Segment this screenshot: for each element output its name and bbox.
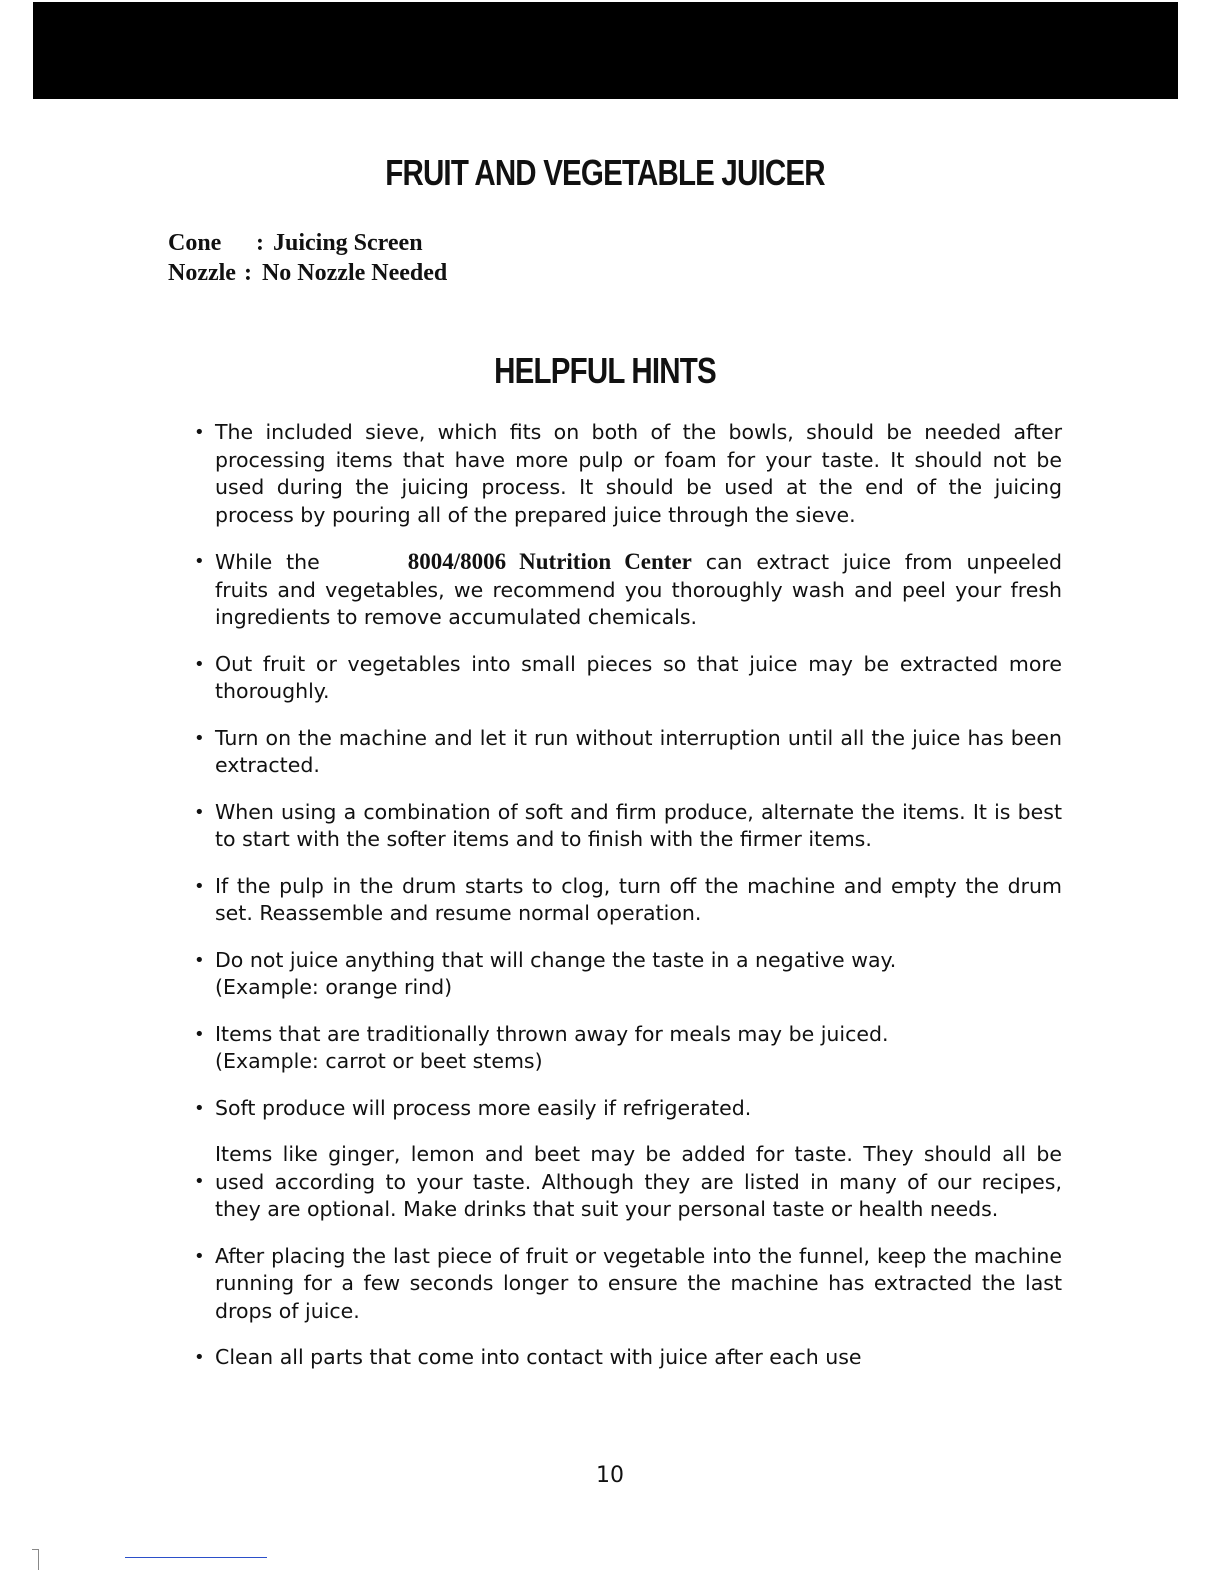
bullet-icon: • — [194, 875, 205, 897]
nozzle-separator: : — [243, 260, 252, 286]
spec-block — [168, 228, 447, 288]
page-number: 10 — [596, 1463, 624, 1488]
header-black-bar — [33, 2, 1178, 99]
nozzle-value: No Nozzle Needed — [261, 260, 448, 286]
hint-text: Out fruit or vegetables into small pieces so that juice may be extracted more thoroughly. — [215, 651, 1062, 703]
hint-text: The included sieve, which fits on both of the bowls, should be needed after processing items that have more pulp or foam for your taste. It should not be used during the juicing process. It should be used at the end of the juicing process by pouring all of the prepared juice through the sieve. — [215, 420, 1062, 527]
hint-item — [190, 1021, 1062, 1076]
spec-nozzle-row — [168, 258, 447, 288]
hint-text: Soft produce will process more easily if refrigerated. — [215, 1095, 752, 1120]
bullet-icon: • — [194, 949, 205, 971]
hints-list — [190, 419, 1062, 1391]
hint-item — [190, 651, 1062, 706]
cone-separator: : — [256, 230, 264, 256]
bullet-icon: • — [194, 801, 205, 823]
hint-text: Items that are traditionally thrown away for meals may be juiced. — [215, 1021, 889, 1046]
cone-value: Juicing Screen — [273, 230, 423, 256]
footer-rule — [125, 1557, 267, 1558]
bullet-icon: • — [194, 1245, 205, 1267]
hint-text: Do not juice anything that will change the taste in a negative way. — [215, 947, 897, 972]
bullet-icon: • — [194, 1023, 205, 1045]
hint-item — [190, 873, 1062, 928]
hint-example: (Example: orange rind) — [215, 975, 453, 999]
product-brand: 8004/8006 Nutrition Center — [407, 549, 692, 574]
hint-example: (Example: carrot or beet stems) — [215, 1049, 543, 1073]
hint-item — [190, 725, 1062, 780]
hint-item — [190, 1095, 1062, 1123]
hint-item — [190, 548, 1062, 632]
hint-item — [190, 419, 1062, 529]
crop-mark — [32, 1549, 39, 1570]
hint-item — [190, 1141, 1062, 1224]
hint-item — [190, 947, 1062, 1002]
hint-text-prefix: While the — [215, 550, 320, 574]
cone-label: Cone — [168, 230, 222, 256]
bullet-icon: • — [194, 1171, 205, 1192]
bullet-icon: • — [194, 653, 205, 675]
bullet-icon: • — [194, 1097, 205, 1119]
bullet-icon: • — [194, 551, 205, 572]
hint-item — [190, 1344, 1062, 1372]
hint-text-suffix: can extract juice from unpeeled fruits and vegetables, we recommend you thoroughly wash and peel your fresh ingredients to remove accumulated chemicals. — [215, 550, 1062, 629]
bullet-icon: • — [194, 1347, 205, 1368]
hint-text: Turn on the machine and let it run without interruption until all the juice has been extracted. — [215, 725, 1062, 777]
bullet-icon: • — [194, 727, 205, 749]
hint-text: After placing the last piece of fruit or vegetable into the funnel, keep the machine running for a few seconds longer to ensure the machine has extracted the last drops of juice. — [215, 1243, 1062, 1323]
hint-text: Items like ginger, lemon and beet may be added for taste. They should all be used according to your taste. Although they are listed in many of our recipes, they are optional. Make drinks that suit your personal taste or health needs. — [215, 1142, 1062, 1221]
hint-item — [190, 1243, 1062, 1326]
spec-cone-row — [168, 228, 447, 258]
nozzle-label: Nozzle — [168, 260, 236, 286]
section-title-helpful-hints: HELPFUL HINTS — [494, 350, 716, 391]
hint-text: Clean all parts that come into contact with juice after each use — [215, 1345, 862, 1369]
bullet-icon: • — [194, 422, 205, 443]
hint-text: If the pulp in the drum starts to clog, turn off the machine and empty the drum set. Reassemble and resume normal operation. — [215, 873, 1062, 925]
hint-item — [190, 799, 1062, 854]
page-title: FRUIT AND VEGETABLE JUICER — [385, 152, 825, 193]
hint-text: When using a combination of soft and firm produce, alternate the items. It is best to start with the softer items and to finish with the firmer items. — [215, 799, 1062, 851]
